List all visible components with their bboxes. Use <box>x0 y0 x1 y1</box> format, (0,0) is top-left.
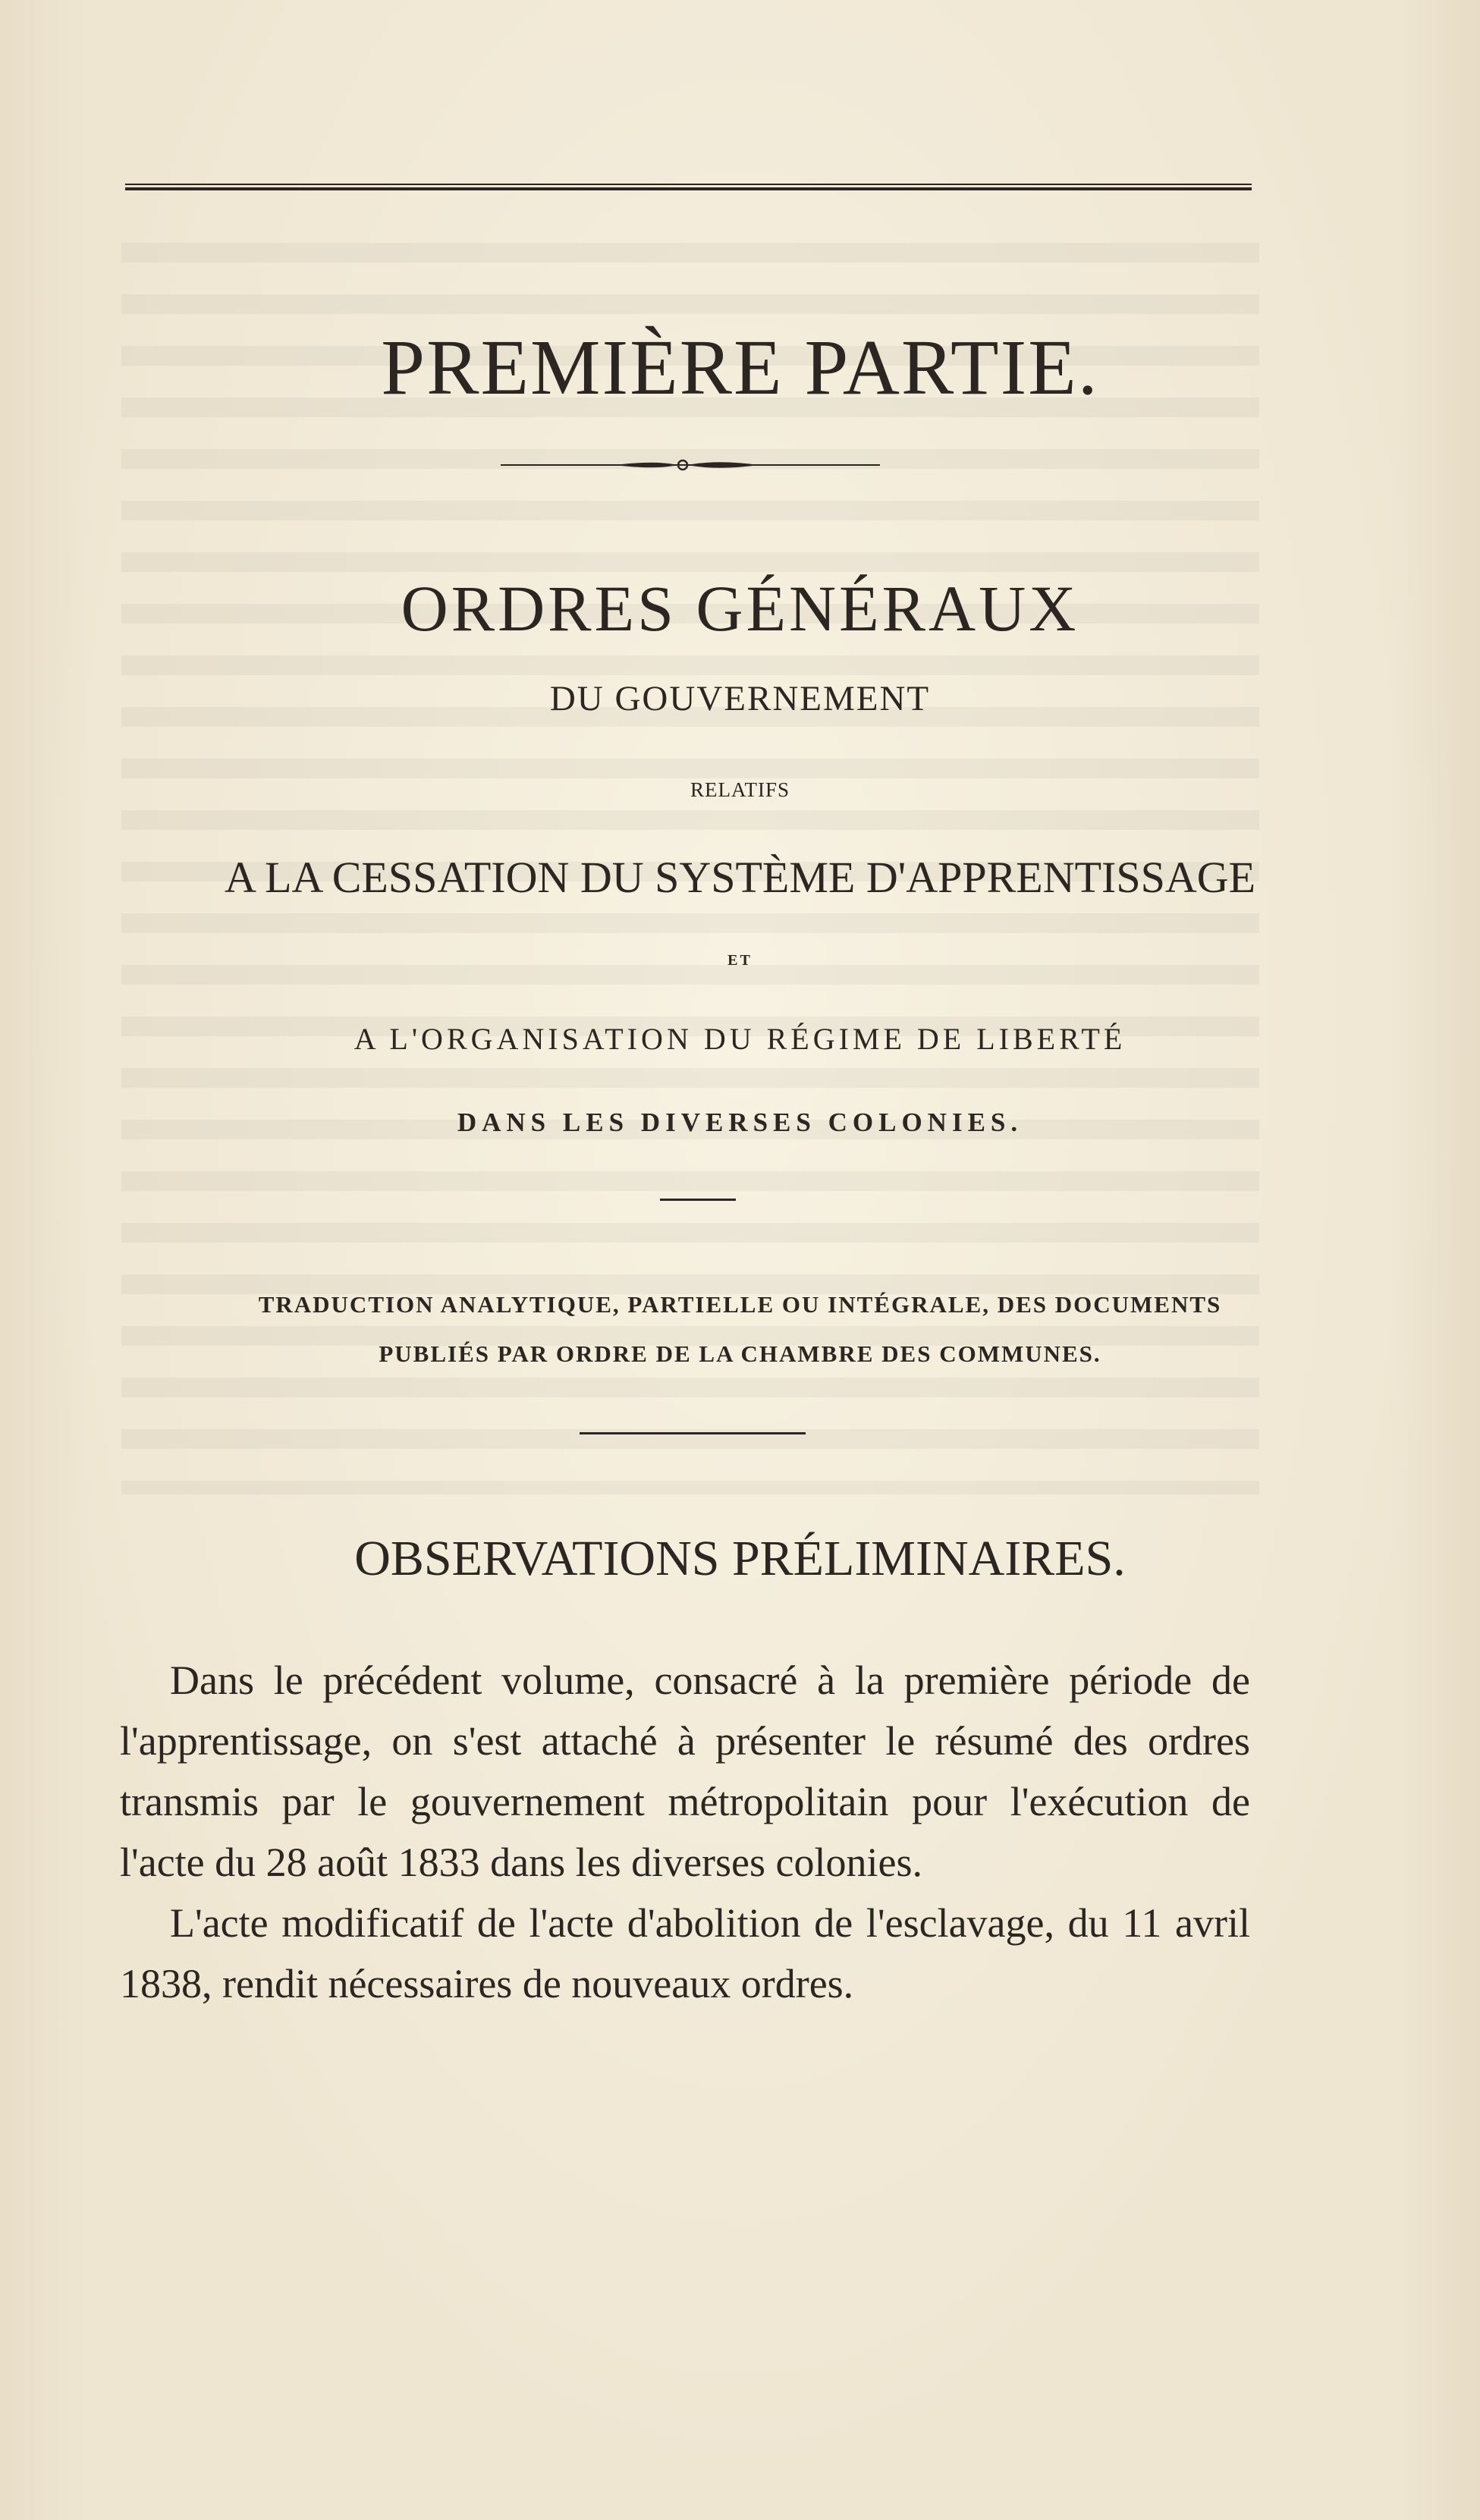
heading-line-gouvernement: DU GOUVERNEMENT <box>549 679 931 718</box>
paragraph: Dans le précédent volume, consacré à la première période de l'apprentissage, on s'est attaché à présenter le résumé des ordres transmis par le gouvernement métropolitain pour l'exécution de l'acte du 28 août 1833 dans les diverses colonies. <box>120 1657 1250 1885</box>
ornament-divider <box>501 457 880 473</box>
heading-line-cessation: A LA CESSATION DU SYSTÈME D'APPRENTISSAGE <box>224 853 1256 902</box>
heading-line-et: ET <box>727 952 753 969</box>
section-divider-rule <box>580 1432 806 1434</box>
section-title: OBSERVATIONS PRÉLIMINAIRES. <box>354 1531 1126 1586</box>
body-text <box>120 1650 1250 2014</box>
heading-line-organisation: A L'ORGANISATION DU RÉGIME DE LIBERTÉ <box>354 1022 1126 1056</box>
header-double-rule <box>125 182 1252 193</box>
main-title: ORDRES GÉNÉRAUX <box>401 572 1079 645</box>
part-title: PREMIÈRE PARTIE. <box>381 324 1099 411</box>
paragraph: L'acte modificatif de l'acte d'abolition de l'esclavage, du 11 avril 1838, rendit nécessaires de nouveaux ordres. <box>120 1900 1250 2006</box>
heading-line-colonies: DANS LES DIVERSES COLONIES. <box>457 1108 1023 1137</box>
translation-note-line-2: PUBLIÉS PAR ORDRE DE LA CHAMBRE DES COMMUNES. <box>379 1340 1101 1367</box>
heading-line-relatifs: RELATIFS <box>690 778 790 801</box>
short-divider-rule <box>660 1199 736 1201</box>
translation-note-line-1: TRADUCTION ANALYTIQUE, PARTIELLE OU INTÉGRALE, DES DOCUMENTS <box>258 1291 1222 1318</box>
